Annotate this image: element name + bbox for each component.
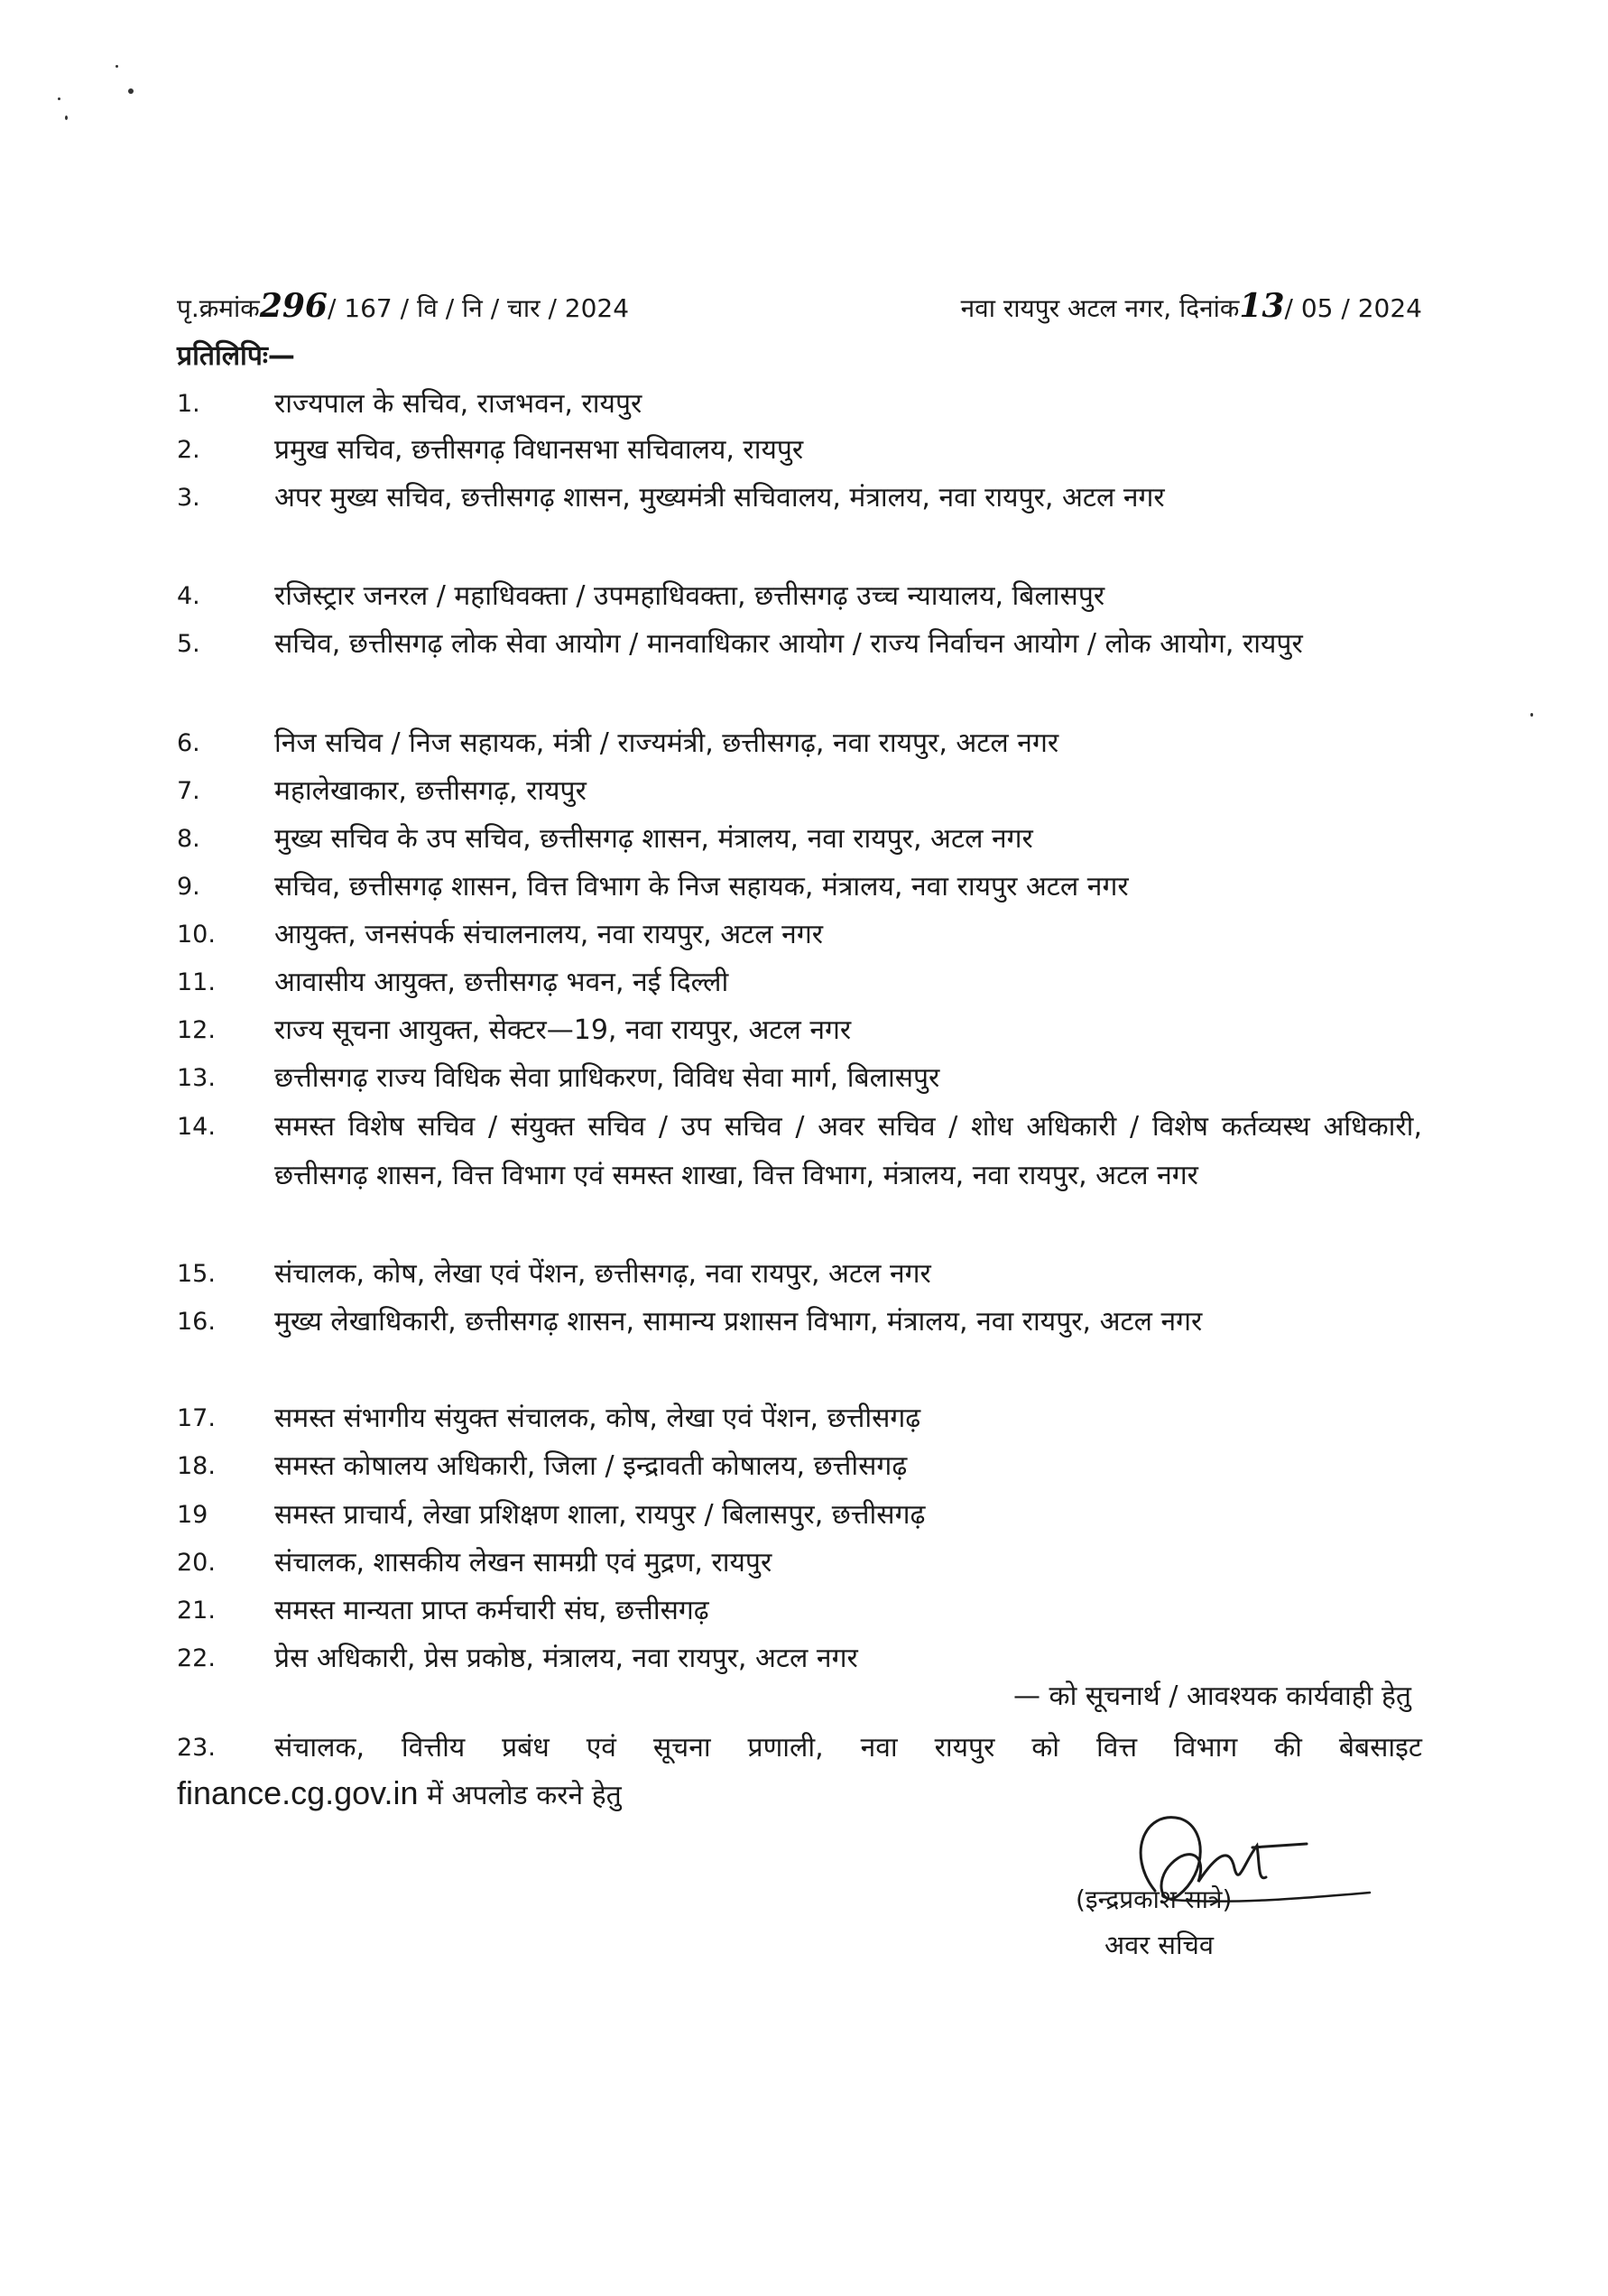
- item-number: 9.: [177, 873, 200, 901]
- item-text: अपर मुख्य सचिव, छत्तीसगढ़ शासन, मुख्यमंत्री सचिवालय, मंत्रालय, नवा रायपुर, अटल नगर: [274, 482, 1165, 514]
- item-number: 11.: [177, 968, 216, 996]
- website-link[interactable]: finance.cg.gov.in: [177, 1774, 419, 1811]
- scan-speck: [58, 97, 60, 100]
- item-text: राज्य सूचना आयुक्त, सेक्टर—19, नवा रायपुर, अटल नगर: [274, 1014, 852, 1046]
- item-text: मुख्य सचिव के उप सचिव, छत्तीसगढ़ शासन, मंत्रालय, नवा रायपुर, अटल नगर: [274, 823, 1033, 855]
- upload-instruction: में अपलोड करने हेतु: [427, 1780, 622, 1811]
- item-text: संचालक, शासकीय लेखन सामग्री एवं मुद्रण, रायपुर: [274, 1547, 772, 1578]
- item-text: संचालक, कोष, लेखा एवं पेंशन, छत्तीसगढ़, नवा रायपुर, अटल नगर: [274, 1258, 931, 1290]
- reference-number: [177, 287, 629, 325]
- scan-speck: [1530, 713, 1533, 717]
- item-text: आयुक्त, जनसंपर्क संचालनालय, नवा रायपुर, अटल नगर: [274, 919, 823, 950]
- item-number: 20.: [177, 1549, 216, 1577]
- item-number: 16.: [177, 1308, 216, 1336]
- item-number: 13.: [177, 1064, 216, 1092]
- item-text: मुख्य लेखाधिकारी, छत्तीसगढ़ शासन, सामान्य प्रशासन विभाग, मंत्रालय, नवा रायपुर, अटल नगर: [274, 1306, 1203, 1338]
- item-text: छत्तीसगढ़ राज्य विधिक सेवा प्राधिकरण, विविध सेवा मार्ग, बिलासपुर: [274, 1062, 940, 1094]
- signatory-name: (इन्द्रप्रकाश सात्रे): [1076, 1884, 1233, 1914]
- item-number: 14.: [177, 1113, 216, 1141]
- item-number: 5.: [177, 630, 200, 658]
- item-text: निज सचिव / निज सहायक, मंत्री / राज्यमंत्री, छत्तीसगढ़, नवा रायपुर, अटल नगर: [274, 727, 1059, 759]
- item-text: रजिस्ट्रार जनरल / महाधिवक्ता / उपमहाधिवक्ता, छत्तीसगढ़ उच्च न्यायालय, बिलासपुर: [274, 580, 1105, 612]
- item-text: समस्त मान्यता प्राप्त कर्मचारी संघ, छत्तीसगढ़: [274, 1595, 709, 1626]
- item-number: 15.: [177, 1260, 216, 1288]
- item-number: 23.: [177, 1734, 216, 1762]
- item-text: प्रेस अधिकारी, प्रेस प्रकोष्ठ, मंत्रालय, नवा रायपुर, अटल नगर: [274, 1643, 858, 1674]
- item-text: संचालक, वित्तीय प्रबंध एवं सूचना प्रणाली, नवा रायपुर को वित्त विभाग की बेबसाइट: [274, 1732, 1422, 1764]
- reference-row: [177, 287, 1422, 332]
- item-text: समस्त प्राचार्य, लेखा प्रशिक्षण शाला, रायपुर / बिलासपुर, छत्तीसगढ़: [274, 1499, 926, 1531]
- scan-speck: [116, 65, 118, 68]
- place-date-prefix: नवा रायपुर अटल नगर, दिनांक: [960, 293, 1240, 323]
- date-handwritten-day: 13: [1239, 287, 1285, 325]
- item-text: सचिव, छत्तीसगढ़ लोक सेवा आयोग / मानवाधिकार आयोग / राज्य निर्वाचन आयोग / लोक आयोग, रायपुर: [274, 628, 1303, 660]
- signatory-designation: अवर सचिव: [1104, 1930, 1215, 1960]
- item-text: आवासीय आयुक्त, छत्तीसगढ़ भवन, नई दिल्ली: [274, 967, 729, 998]
- scan-speck: [128, 88, 134, 94]
- item-number: 10.: [177, 921, 216, 949]
- ref-suffix: / 167 / वि / नि / चार / 2024: [327, 293, 630, 323]
- item-text: प्रमुख सचिव, छत्तीसगढ़ विधानसभा सचिवालय, रायपुर: [274, 434, 804, 466]
- copy-to-heading: प्रतिलिपिः—: [177, 340, 295, 372]
- place-and-date: [961, 287, 1422, 325]
- item-number: 3.: [177, 484, 200, 512]
- item-number: 22.: [177, 1644, 216, 1672]
- item-text: राज्यपाल के सचिव, राजभवन, रायपुर: [274, 388, 642, 420]
- item-text: महालेखाकार, छत्तीसगढ़, रायपुर: [274, 775, 587, 807]
- signature-block: [1072, 1791, 1433, 1972]
- item-number: 8.: [177, 825, 200, 853]
- ref-handwritten-number: 296: [259, 287, 328, 325]
- item-number: 19: [177, 1501, 208, 1529]
- item-number: 1.: [177, 390, 200, 418]
- item-number: 17.: [177, 1404, 216, 1432]
- item-text: समस्त विशेष सचिव / संयुक्त सचिव / उप सचिव / अवर सचिव / शोध अधिकारी / विशेष कर्तव्यस्थ अधिकारी, छत्तीसगढ़ शासन, वित्त विभाग एवं समस्त शाखा, वित्त विभाग, मंत्रालय, नवा रायपुर, अटल नगर: [274, 1111, 1422, 1191]
- item-number: 6.: [177, 729, 200, 757]
- website-line: [177, 1774, 622, 1812]
- date-suffix: / 05 / 2024: [1284, 293, 1422, 323]
- item-number: 4.: [177, 582, 200, 610]
- item-text: सचिव, छत्तीसगढ़ शासन, वित्त विभाग के निज सहायक, मंत्रालय, नवा रायपुर अटल नगर: [274, 871, 1129, 903]
- item-text: समस्त संभागीय संयुक्त संचालक, कोष, लेखा एवं पेंशन, छत्तीसगढ़: [274, 1403, 921, 1434]
- item-number: 12.: [177, 1016, 216, 1044]
- item-text: समस्त कोषालय अधिकारी, जिला / इन्द्रावती कोषालय, छत्तीसगढ़: [274, 1450, 908, 1482]
- item-number: 7.: [177, 777, 200, 805]
- scan-speck: [65, 116, 68, 120]
- for-information-note: — को सूचनार्थ / आवश्यक कार्यवाही हेतु: [1013, 1680, 1411, 1712]
- item-number: 21.: [177, 1597, 216, 1625]
- ref-prefix: पृ.क्रमांक: [177, 293, 260, 323]
- item-number: 18.: [177, 1452, 216, 1480]
- item-number: 2.: [177, 436, 200, 464]
